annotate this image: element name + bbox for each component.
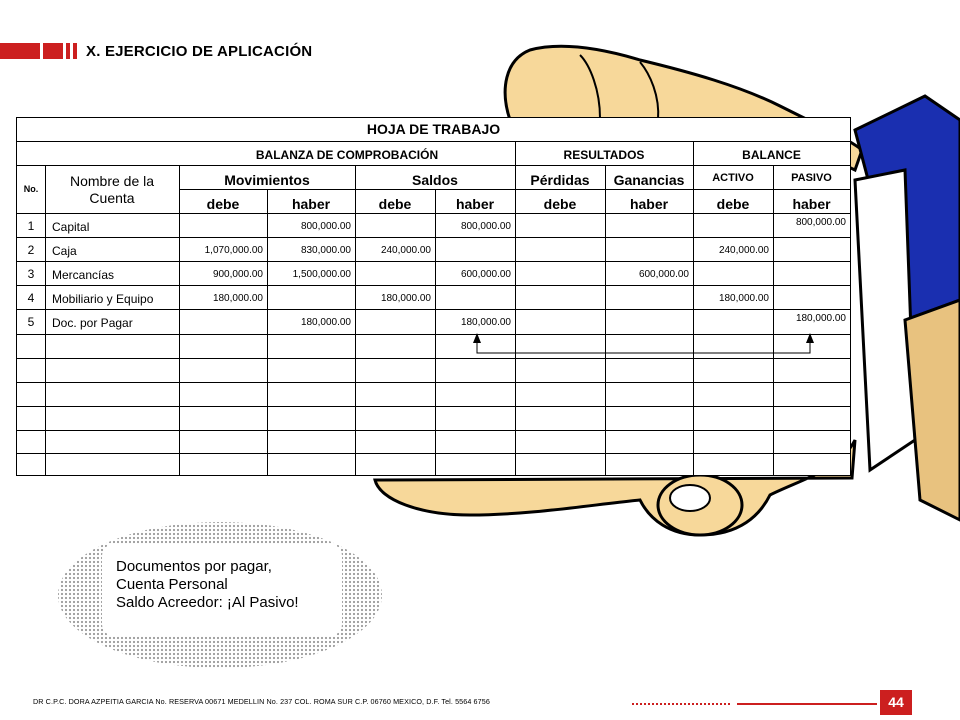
- row-account-name: Doc. por Pagar: [52, 316, 133, 330]
- sleeve-tan: [905, 300, 960, 520]
- subgroup-activo: ACTIVO: [712, 172, 754, 184]
- table-cell: 800,000.00: [795, 217, 846, 228]
- dh-header-7: haber: [792, 196, 831, 212]
- subgroup-pasivo: PASIVO: [791, 172, 832, 184]
- table-cell: 240,000.00: [380, 245, 431, 256]
- table-cell: 1,500,000.00: [292, 269, 351, 280]
- subgroup-perdidas: Pérdidas: [530, 172, 590, 188]
- dh-header-3: haber: [455, 196, 495, 212]
- dh-header-5: haber: [629, 196, 669, 212]
- group-resultados: RESULTADOS: [563, 148, 645, 162]
- callout-line-2: Cuenta Personal: [116, 576, 228, 593]
- callout-line-1: Documentos por pagar,: [116, 558, 272, 575]
- col-no-header: No.: [23, 184, 39, 194]
- arrow-up-icon: [473, 333, 481, 343]
- dh-header-2: debe: [378, 196, 412, 212]
- connector-arrows: [460, 325, 820, 360]
- callout-line-3: Saldo Acreedor: ¡Al Pasivo!: [116, 594, 299, 611]
- row-number: 2: [27, 243, 35, 257]
- sheet-title: HOJA DE TRABAJO: [366, 121, 501, 137]
- col-name-header: Nombre de la Cuenta: [69, 173, 155, 206]
- row-account-name: Mercancías: [52, 268, 115, 282]
- table-cell: 800,000.00: [300, 221, 351, 232]
- row-account-name: Capital: [52, 220, 90, 234]
- dh-header-6: debe: [716, 196, 750, 212]
- table-cell: 600,000.00: [638, 269, 689, 280]
- table-cell: 180,000.00: [380, 293, 431, 304]
- worksheet-table: [16, 117, 851, 476]
- row-number: 5: [27, 315, 35, 329]
- footer-text: DR C.P.C. DORA AZPEITIA GARCIA No. RESERVA 00671 MEDELLIN No. 237 COL. ROMA SUR C.P. 06760 MEXICO, D.F. Tel. 5564 6756: [33, 697, 490, 706]
- arrow-up-icon: [806, 333, 814, 343]
- footer-divider: [737, 703, 877, 705]
- row-account-name: Mobiliario y Equipo: [52, 292, 154, 306]
- dh-header-4: debe: [543, 196, 577, 212]
- callout-text-box: [102, 544, 342, 636]
- thumbnail: [670, 485, 710, 511]
- header-accent-bar: [0, 43, 40, 59]
- header-accent-bar: [43, 43, 63, 59]
- header-accent-bar: [66, 43, 70, 59]
- subgroup-ganancias: Ganancias: [613, 172, 685, 188]
- dh-header-0: debe: [206, 196, 240, 212]
- row-number: 1: [27, 219, 35, 233]
- table-cell: 600,000.00: [460, 269, 511, 280]
- group-balanza: BALANZA DE COMPROBACIÓN: [255, 148, 439, 162]
- subgroup-movimientos: Movimientos: [224, 172, 310, 188]
- header-accent-bar: [73, 43, 77, 59]
- table-cell: 180,000.00: [300, 317, 351, 328]
- row-account-name: Caja: [52, 244, 77, 258]
- group-balance: BALANCE: [742, 148, 801, 162]
- table-cell: 900,000.00: [212, 269, 263, 280]
- row-number: 4: [27, 291, 35, 305]
- table-cell: 830,000.00: [300, 245, 351, 256]
- page-title: X. EJERCICIO DE APLICACIÓN: [86, 43, 313, 60]
- table-cell: 240,000.00: [718, 245, 769, 256]
- footer-divider: [632, 703, 730, 705]
- subgroup-saldos: Saldos: [412, 172, 458, 188]
- dh-header-1: haber: [291, 196, 331, 212]
- page-number-badge: 44: [880, 690, 912, 715]
- table-cell: 1,070,000.00: [204, 245, 263, 256]
- table-cell: 800,000.00: [460, 221, 511, 232]
- table-cell: 180,000.00: [212, 293, 263, 304]
- table-cell: 180,000.00: [795, 313, 846, 324]
- table-cell: 180,000.00: [718, 293, 769, 304]
- row-number: 3: [27, 267, 35, 281]
- table-cell: 180,000.00: [460, 317, 511, 328]
